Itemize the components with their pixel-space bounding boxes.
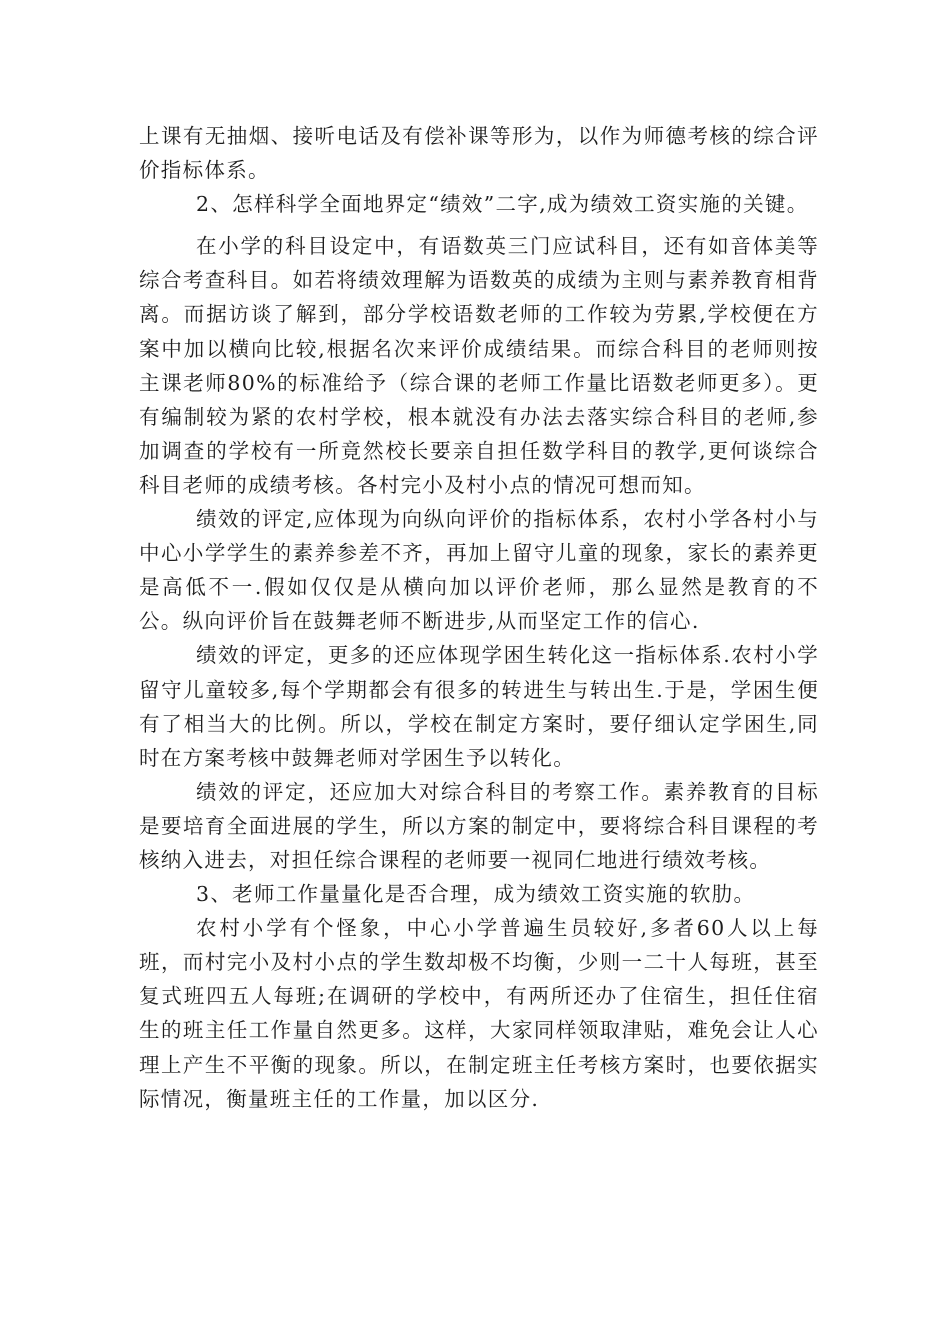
paragraph-8: 农村小学有个怪象，中心小学普遍生员较好,多者60人以上每班，而村完小及村小点的学生数却极不均衡，少则一二十人每班，甚至复式班四五人每班;在调研的学校中，有两所还办了住宿生，担任住宿生的班主任工作量自然更多。这样，大家同样领取津贴，难免会让人心理上产生不平衡的现象。所以，在制定班主任考核方案时，也要依据实际情况，衡量班主任的工作量，加以区分.	[139, 916, 819, 1111]
document-body	[139, 119, 819, 1116]
paragraph-5: 绩效的评定，更多的还应体现学困生转化这一指标体系.农村小学留守儿童较多,每个学期都会有很多的转进生与转出生.于是，学困生便有了相当大的比例。所以，学校在制定方案时，要仔细认定学困生,同时在方案考核中鼓舞老师对学困生予以转化。	[139, 643, 819, 770]
paragraph-6: 绩效的评定，还应加大对综合科目的考察工作。素养教育的目标是要培育全面进展的学生，所以方案的制定中，要将综合科目课程的考核纳入进去，对担任综合课程的老师要一视同仁地进行绩效考核。	[139, 779, 819, 872]
paragraph-1: 上课有无抽烟、接听电话及有偿补课等形为，以作为师德考核的综合评价指标体系。	[139, 124, 819, 183]
paragraph-3: 在小学的科目设定中，有语数英三门应试科目，还有如音体美等综合考查科目。如若将绩效理解为语数英的成绩为主则与素养教育相背离。而据访谈了解到，部分学校语数老师的工作较为劳累,学校便在方案中加以横向比较,根据名次来评价成绩结果。而综合科目的老师则按主课老师80%的标准给予（综合课的老师工作量比语数老师更多）。更有编制较为紧的农村学校，根本就没有办法去落实综合科目的老师,参加调查的学校有一所竟然校长要亲自担任数学科目的教学,更何谈综合科目老师的成绩考核。各村完小及村小点的情况可想而知。	[139, 234, 819, 497]
paragraph-4: 绩效的评定,应体现为向纵向评价的指标体系，农村小学各村小与中心小学学生的素养参差不齐，再加上留守儿童的现象，家长的素养更是高低不一.假如仅仅是从横向加以评价老师，那么显然是教育的不公。纵向评价旨在鼓舞老师不断进步,从而坚定工作的信心.	[139, 507, 819, 634]
paragraph-7: 3、老师工作量量化是否合理，成为绩效工资实施的软肋。	[196, 882, 756, 907]
paragraph-2: 2、怎样科学全面地界定“绩效”二字,成为绩效工资实施的关键。	[196, 192, 809, 217]
